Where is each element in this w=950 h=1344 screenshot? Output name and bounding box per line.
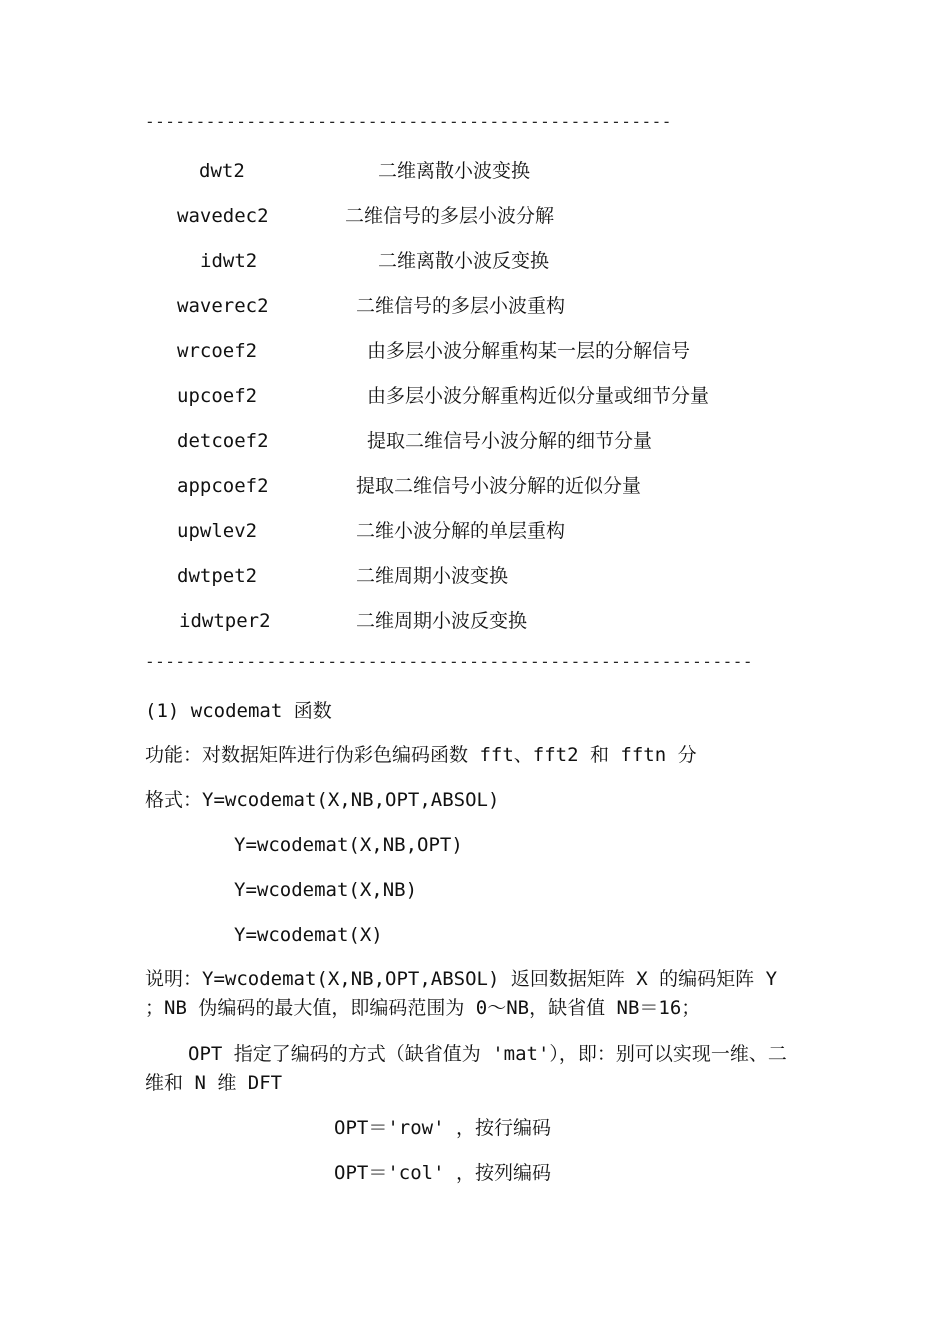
- function-description: 二维离散小波变换: [378, 160, 531, 182]
- function-name: upcoef2: [177, 385, 258, 407]
- function-description: 由多层小波分解重构某一层的分解信号: [367, 340, 691, 362]
- opt-col-line: OPT＝'col' ，按列编码: [334, 1162, 551, 1184]
- function-description: 由多层小波分解重构近似分量或细节分量: [367, 385, 710, 407]
- format-line: 格式：Y=wcodemat(X,NB,OPT,ABSOL): [145, 789, 500, 811]
- function-name: dwtpet2: [177, 565, 258, 587]
- description-paragraph: 说明：Y=wcodemat(X,NB,OPT,ABSOL) 返回数据矩阵 X 的编码矩阵 Y ；NB 伪编码的最大值，即编码范围为 0～NB，缺省值 NB＝16；: [145, 968, 778, 1019]
- opt-row-line: OPT＝'row' ，按行编码: [334, 1117, 551, 1139]
- function-name: appcoef2: [177, 475, 269, 497]
- function-name: wavedec2: [177, 205, 269, 227]
- function-description: 二维小波分解的单层重构: [356, 520, 566, 542]
- function-name: detcoef2: [177, 430, 269, 452]
- format-alt-line: Y=wcodemat(X,NB,OPT): [234, 834, 463, 856]
- top-dashed-rule: ----------------------------------------------------: [145, 112, 672, 131]
- function-description: 二维周期小波反变换: [356, 610, 528, 632]
- format-alt-line: Y=wcodemat(X,NB): [234, 879, 418, 901]
- bottom-dashed-rule: ------------------------------------------------------------: [145, 652, 753, 671]
- function-name: waverec2: [177, 295, 269, 317]
- function-description: 二维信号的多层小波重构: [356, 295, 566, 317]
- function-name: idwtper2: [179, 610, 271, 632]
- section-heading: (1) wcodemat 函数: [145, 700, 332, 722]
- function-description: 提取二维信号小波分解的近似分量: [356, 475, 642, 497]
- function-name: wrcoef2: [177, 340, 258, 362]
- function-line: 功能：对数据矩阵进行伪彩色编码函数 fft、fft2 和 fftn 分: [145, 744, 697, 766]
- function-description: 二维离散小波反变换: [378, 250, 550, 272]
- function-description: 二维信号的多层小波分解: [345, 205, 555, 227]
- function-name: dwt2: [199, 160, 245, 182]
- function-description: 二维周期小波变换: [356, 565, 509, 587]
- function-name: upwlev2: [177, 520, 258, 542]
- format-alt-line: Y=wcodemat(X): [234, 924, 383, 946]
- opt-paragraph: OPT 指定了编码的方式（缺省值为 'mat'），即：别可以实现一维、二维和 N 维 DFT: [145, 1043, 787, 1094]
- function-description: 提取二维信号小波分解的细节分量: [367, 430, 653, 452]
- function-name: idwt2: [200, 250, 258, 272]
